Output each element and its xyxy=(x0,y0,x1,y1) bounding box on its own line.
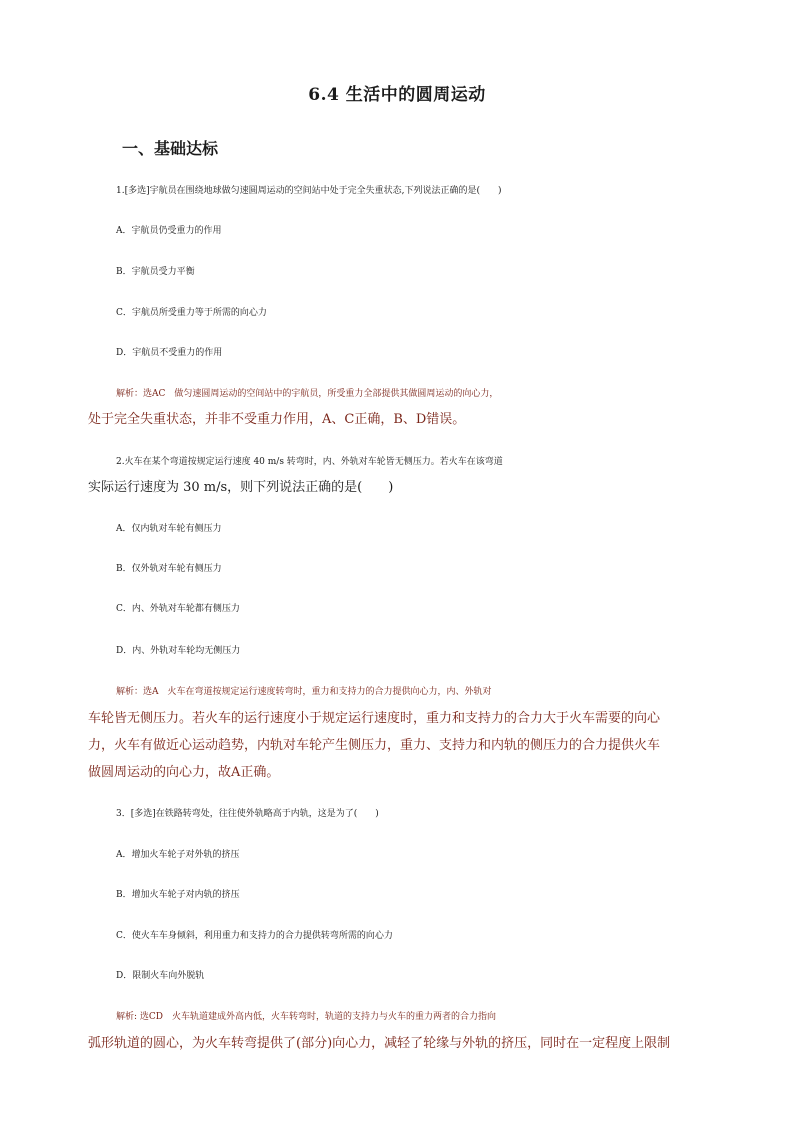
question-1-analysis-line: 处于完全失重状态，并非不受重力作用，A、C正确，B、D错误。 xyxy=(88,412,466,427)
question-3-option-c: C．使火车车身倾斜，利用重力和支持力的合力提供转弯所需的向心力 xyxy=(116,931,393,941)
question-1-option-a: A．宇航员仍受重力的作用 xyxy=(116,226,222,236)
question-3-option-d: D．限制火车向外脱轨 xyxy=(116,971,205,981)
question-1-stem: 1.[多选]宇航员在围绕地球做匀速圆周运动的空间站中处于完全失重状态,下列说法正确的是( ) xyxy=(116,186,502,196)
section-heading: 一、基础达标 xyxy=(122,139,219,158)
question-1-option-b: B．宇航员受力平衡 xyxy=(116,267,195,277)
question-1-option-d: D．宇航员不受重力的作用 xyxy=(116,348,223,358)
document-title: 6.4 生活中的圆周运动 xyxy=(308,85,486,105)
question-2-analysis-line: 车轮皆无侧压力。若火车的运行速度小于规定运行速度时，重力和支持力的合力大于火车需要的向心 xyxy=(88,711,661,726)
question-3-analysis-line: 弧形轨道的圆心，为火车转弯提供了(部分)向心力，减轻了轮缘与外轨的挤压，同时在一定程度上限制 xyxy=(88,1036,671,1051)
question-2-analysis-line: 解析：选A 火车在弯道按规定运行速度转弯时，重力和支持力的合力提供向心力，内、外轨对 xyxy=(116,687,492,697)
question-2-analysis-line: 做圆周运动的向心力，故A正确。 xyxy=(88,765,280,780)
question-2-stem-line: 实际运行速度为 30 m/s，则下列说法正确的是( ) xyxy=(88,480,394,495)
question-3-option-b: B．增加火车轮子对内轨的挤压 xyxy=(116,890,240,900)
question-3-analysis-line: 解析: 选CD 火车轨道建成外高内低，火车转弯时，轨道的支持力与火车的重力两者的合力指向 xyxy=(116,1012,496,1022)
question-2-option-c: C．内、外轨对车轮都有侧压力 xyxy=(116,604,240,614)
question-1-option-c: C．宇航员所受重力等于所需的向心力 xyxy=(116,308,267,318)
question-2-analysis-line: 力，火车有做近心运动趋势，内轨对车轮产生侧压力，重力、支持力和内轨的侧压力的合力提供火车 xyxy=(88,738,661,753)
question-1-analysis-line: 解析：选AC 做匀速圆周运动的空间站中的宇航员，所受重力全部提供其做圆周运动的向心力， xyxy=(116,389,499,399)
question-2-option-d: D．内、外轨对车轮均无侧压力 xyxy=(116,646,241,656)
question-3-stem: 3．[多选]在铁路转弯处，往往使外轨略高于内轨，这是为了( ) xyxy=(116,809,379,819)
question-2-option-a: A．仅内轨对车轮有侧压力 xyxy=(116,524,222,534)
question-2-option-b: B．仅外轨对车轮有侧压力 xyxy=(116,564,222,574)
question-2-stem-line: 2.火车在某个弯道按规定运行速度 40 m/s 转弯时，内、外轨对车轮皆无侧压力。若火车在该弯道 xyxy=(116,457,503,467)
question-3-option-a: A．增加火车轮子对外轨的挤压 xyxy=(116,850,240,860)
